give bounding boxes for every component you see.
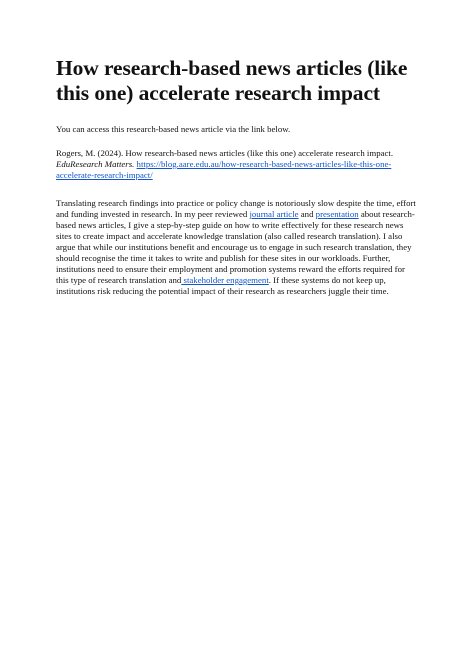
- body-text-part-1: Translating research findings into practice or policy change is notoriously slow despite the time, effort and funding invested in research. In my peer reviewed: [56, 198, 416, 219]
- journal-article-link[interactable]: journal article: [249, 209, 299, 219]
- body-text-part-3: about research-based news articles, I give a step-by-step guide on how to write effectively for these research news sites to create impact and accelerate knowledge translation (also called research translation). I also argue that while our institutions benefit and encourage us to engage in such research translation, they should recognise the time it takes to write and publish for these sites in our workloads. Further, institutions need to ensure their employment and promotion systems reward the efforts required for this type of research translation and: [56, 209, 415, 285]
- document-page: [56, 56, 418, 297]
- intro-text: You can access this research-based news article via the link below.: [56, 124, 291, 134]
- stakeholder-engagement-link[interactable]: stakeholder engagement: [181, 275, 269, 285]
- citation-url-link[interactable]: https://blog.aare.edu.au/how-research-based-news-articles-like-this-one-accelerate-research-impact/: [56, 159, 392, 180]
- body-text-part-4: . If these systems do not keep up, institutions risk reducing the potential impact of their research as researchers juggle their time.: [56, 275, 389, 296]
- document-title: How research-based news articles (like this one) accelerate research impact: [56, 56, 408, 105]
- presentation-link[interactable]: presentation: [315, 209, 359, 219]
- citation-journal: EduResearch Matters.: [56, 159, 135, 169]
- citation-text: Rogers, M. (2024). How research-based news articles (like this one) accelerate research impact.: [56, 148, 394, 158]
- body-paragraph: [56, 198, 418, 297]
- citation: [56, 148, 418, 181]
- body-text-part-2: and: [298, 209, 316, 219]
